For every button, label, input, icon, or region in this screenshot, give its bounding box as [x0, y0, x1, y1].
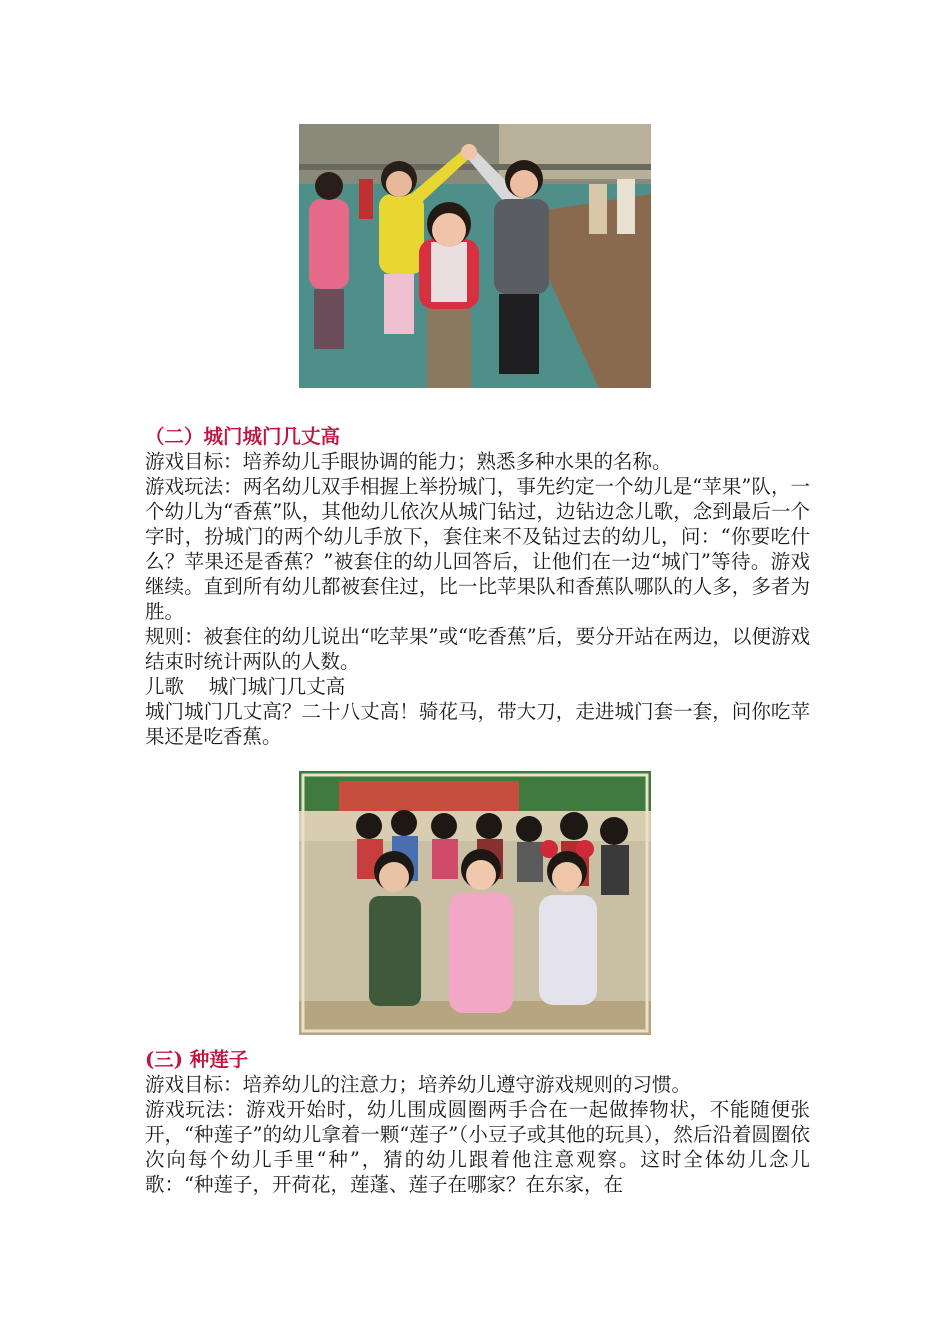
song-title: 儿歌 城门城门几丈高: [145, 675, 346, 698]
song-lyrics: 城门城门几丈高？二十八丈高！骑花马，带大刀，走进城门套一套，问你吃苹果还是吃香蕉。: [145, 700, 810, 748]
game-play: 游戏玩法：两名幼儿双手相握上举扮城门，事先约定一个幼儿是“苹果”队，一个幼儿为“香蕉”队，其他幼儿依次从城门钻过，边钻边念儿歌，念到最后一个字时，扮城门的两个幼儿手放下，套住来不及钻过去的幼儿，问：“你要吃什么？苹果还是香蕉？”被套住的幼儿回答后，让他们在一边“城门”等待。游戏继续。直到所有幼儿都被套住过，比一比苹果队和香蕉队哪队的人多，多者为胜。: [145, 475, 810, 623]
photo-city-gate-game: [299, 124, 651, 388]
game-play: 游戏玩法：游戏开始时，幼儿围成圆圈两手合在一起做捧物状，不能随便张开，“种莲子”的幼儿拿着一颗“莲子”（小豆子或其他的玩具），然后沿着圆圈依次向每个幼儿手里“种”，猜的幼儿跟着他注意观察。这时全体幼儿念儿歌：“种莲子，开荷花，莲蓬、莲子在哪家？在东家，在: [145, 1098, 810, 1196]
section-city-gate: [145, 424, 810, 749]
section-heading: （二）城门城门几丈高: [145, 425, 341, 448]
game-rules: 规则：被套住的幼儿说出“吃苹果”或“吃香蕉”后，要分开站在两边，以便游戏结束时统计两队的人数。: [145, 625, 810, 673]
section-heading: (三) 种莲子: [145, 1048, 249, 1071]
game-goal: 游戏目标：培养幼儿手眼协调的能力；熟悉多种水果的名称。: [145, 450, 672, 473]
section-lotus-seed: [145, 1047, 810, 1197]
game-goal: 游戏目标：培养幼儿的注意力；培养幼儿遵守游戏规则的习惯。: [145, 1073, 692, 1096]
photo-lotus-seed-game: [299, 771, 651, 1035]
